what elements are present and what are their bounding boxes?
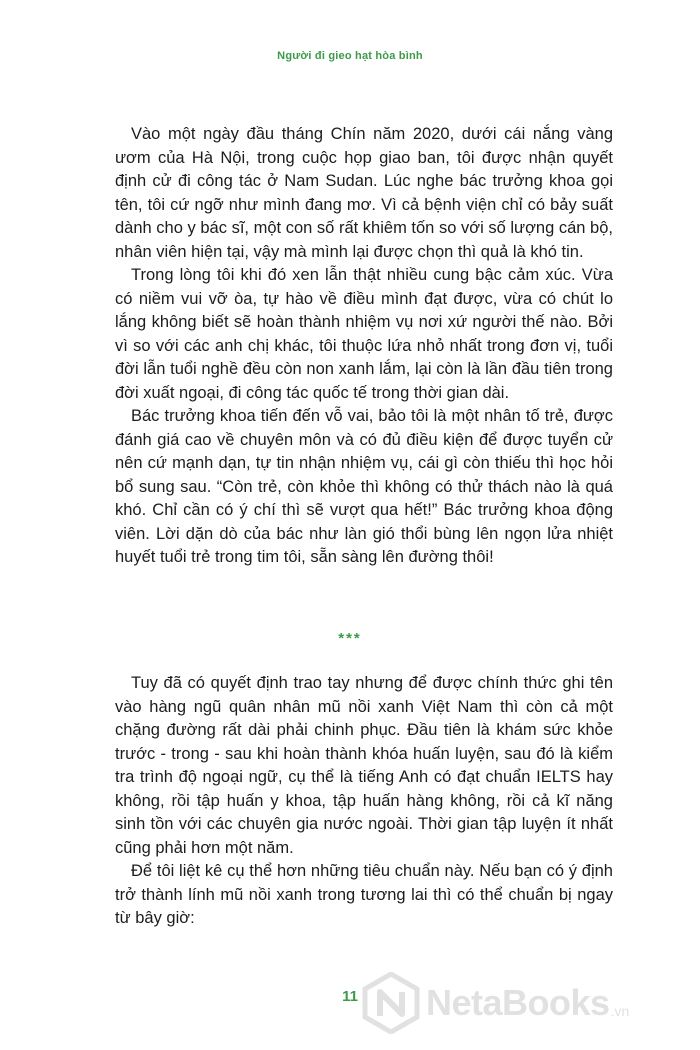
netabooks-logo-icon bbox=[362, 972, 420, 1034]
section-separator: *** bbox=[338, 630, 362, 647]
watermark bbox=[362, 970, 692, 1036]
paragraph: Để tôi liệt kê cụ thể hơn những tiêu chuẩn này. Nếu bạn có ý định trở thành lính mũ nồi xanh trong tương lai thì có thể chuẩn bị ngay từ bây giờ: bbox=[115, 862, 613, 927]
body-section-1 bbox=[115, 123, 613, 570]
watermark-suffix: .vn bbox=[610, 1003, 630, 1019]
watermark-brand: NetaBooks bbox=[426, 982, 610, 1023]
running-title: Người đi gieo hạt hòa bình bbox=[277, 50, 423, 62]
page-number: 11 bbox=[342, 988, 358, 1005]
paragraph: Bác trưởng khoa tiến đến vỗ vai, bảo tôi là một nhân tố trẻ, được đánh giá cao về chuyên môn và có đủ điều kiện để được tuyển cử nên cứ mạnh dạn, tự tin nhận nhiệm vụ, cái gì còn thiếu thì học hỏi bổ sung sau. “Còn trẻ, còn khỏe thì không có thử thách nào là quá khó. Chỉ cần có ý chí thì sẽ vượt qua hết!” Bác trưởng khoa động viên. Lời dặn dò của bác như làn gió thổi bùng lên ngọn lửa nhiệt huyết tuổi trẻ trong tim tôi, sẵn sàng lên đường thôi! bbox=[115, 407, 613, 566]
paragraph: Tuy đã có quyết định trao tay nhưng để được chính thức ghi tên vào hàng ngũ quân nhân mũ nồi xanh Việt Nam thì còn cả một chặng đường rất dài phải chinh phục. Đầu tiên là khám sức khỏe trước - trong - sau khi hoàn thành khóa huấn luyện, sau đó là kiểm tra trình độ ngoại ngữ, cụ thể là tiếng Anh có đạt chuẩn IELTS hay không, rồi tập huấn y khoa, tập huấn hàng không, rồi cả kĩ năng sinh tồn với các chuyên gia nước ngoài. Thời gian tập luyện ít nhất cũng phải hơn một năm. bbox=[115, 674, 613, 857]
paragraph: Trong lòng tôi khi đó xen lẫn thật nhiều cung bậc cảm xúc. Vừa có niềm vui vỡ òa, tự hào về điều mình đạt được, vừa có chút lo lắng không biết sẽ hoàn thành nhiệm vụ nơi xứ người thế nào. Bởi vì so với các anh chị khác, tôi thuộc lứa nhỏ nhất trong đơn vị, tuổi đời lẫn tuổi nghề đều còn non xanh lắm, lại còn là lần đầu tiên trong đời xuất ngoại, đi công tác quốc tế trong thời gian dài. bbox=[115, 266, 613, 402]
body-section-2 bbox=[115, 672, 613, 931]
paragraph: Vào một ngày đầu tháng Chín năm 2020, dưới cái nắng vàng ươm của Hà Nội, trong cuộc họp giao ban, tôi được nhận quyết định cử đi công tác ở Nam Sudan. Lúc nghe bác trưởng khoa gọi tên, tôi cứ ngỡ như mình đang mơ. Vì cả bệnh viện chỉ có bảy suất dành cho y bác sĩ, một con số rất khiêm tốn so với số lượng cán bộ, nhân viên hiện tại, vậy mà mình lại được chọn thì quả là khó tin. bbox=[115, 125, 613, 261]
